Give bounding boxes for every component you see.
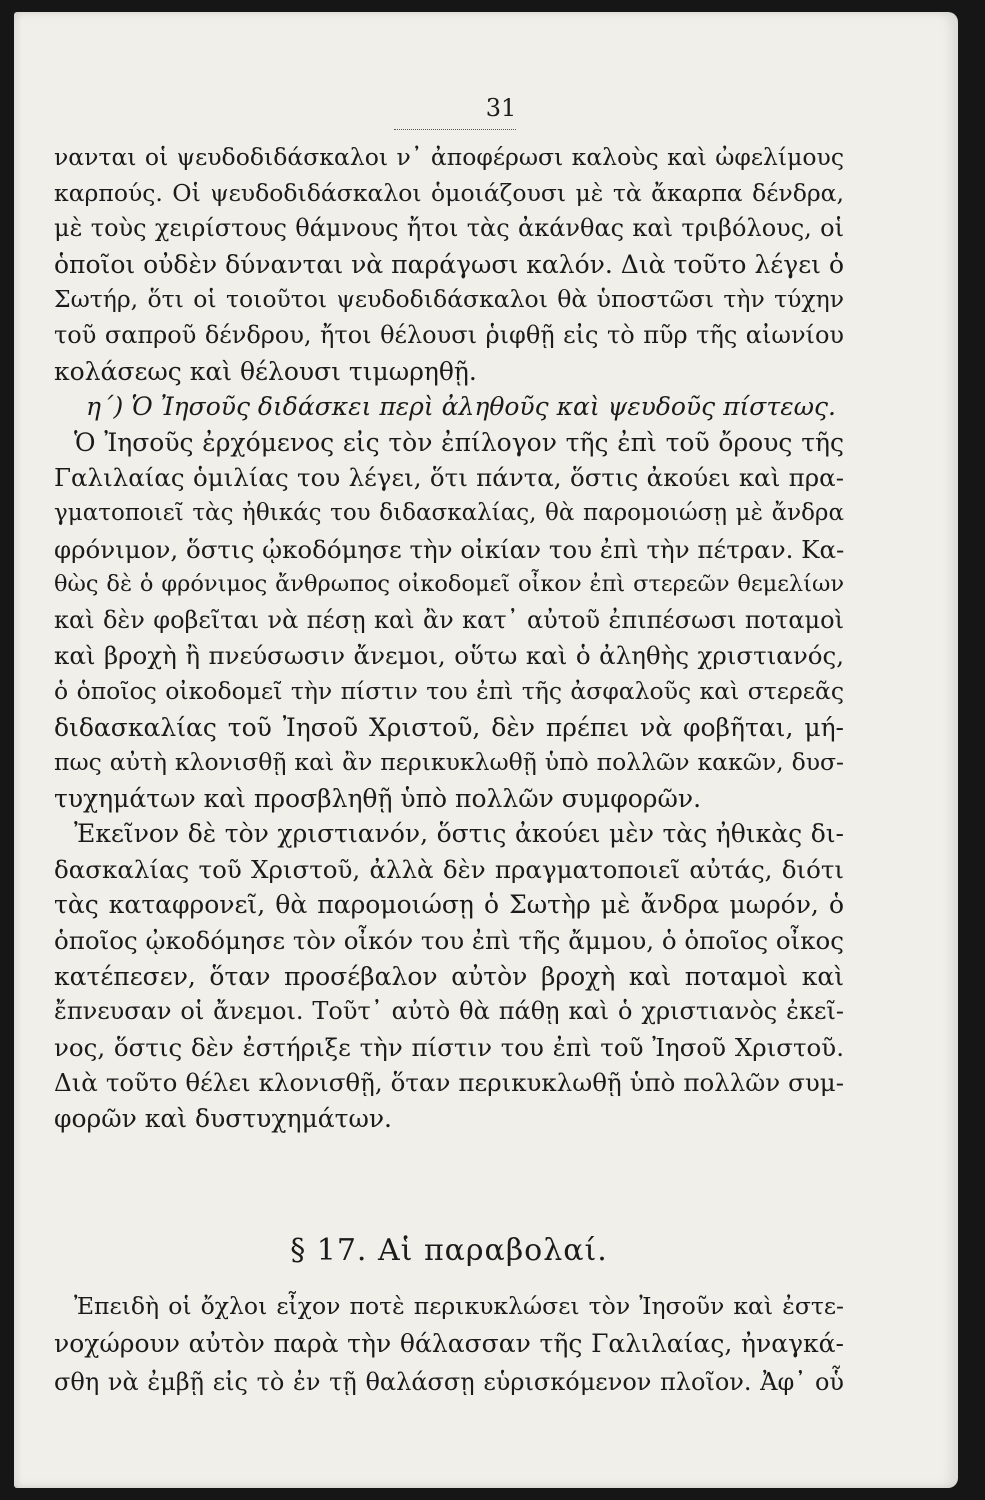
main-text (54, 140, 844, 1137)
text-line: Σωτήρ, ὅτι οἱ τοιοῦτοι ψευδοδιδάσκαλοι θὰ ὑποστῶσι τὴν τύχην (54, 285, 844, 314)
text-line: καρπούς. Οἱ ψευδοδιδάσκαλοι ὁμοιάζουσι μὲ τὰ ἄκαρπα δένδρα, (54, 178, 844, 207)
text-line: Διὰ τοῦτο θέλει κλονισθῇ, ὅταν περικυκλωθῇ ὑπὸ πολλῶν συμ- (54, 1068, 844, 1098)
section-title: § 17. Αἱ παραβολαί. (290, 1233, 608, 1268)
text-line: νοχώρουν αὐτὸν παρὰ τὴν θάλασσαν τῆς Γαλιλαίας, ἠναγκά- (54, 1329, 844, 1358)
subheading: η΄) Ὁ Ἰησοῦς διδάσκει περὶ ἀληθοῦς καὶ ψευδοῦς πίστεως. (86, 392, 836, 422)
page-number-rule (394, 129, 516, 130)
text-line: Ἐπειδὴ οἱ ὄχλοι εἶχον ποτὲ περικυκλώσει τὸν Ἰησοῦν καὶ ἐστε- (74, 1292, 844, 1320)
text-line: καὶ βροχὴ ἢ πνεύσωσιν ἄνεμοι, οὕτω καὶ ὁ ἀληθὴς χριστιανός, (54, 641, 844, 671)
text-line: τυχημάτων καὶ προσβληθῇ ὑπὸ πολλῶν συμφορῶν. (54, 783, 702, 813)
page-number: 31 (485, 94, 517, 122)
text-line: δασκαλίας τοῦ Χριστοῦ, ἀλλὰ δὲν πραγματοποιεῖ αὐτάς, διότι (54, 854, 844, 884)
text-line: διδασκαλίας τοῦ Ἰησοῦ Χριστοῦ, δὲν πρέπει νὰ φοβῆται, μή- (54, 712, 844, 742)
text-line: τοῦ σαπροῦ δένδρου, ἤτοι θέλουσι ῥιφθῇ εἰς τὸ πῦρ τῆς αἰωνίου (54, 320, 844, 349)
section-text (54, 1287, 844, 1401)
text-line: νος, ὅστις δὲν ἐστήριξε τὴν πίστιν του ἐπὶ τοῦ Ἰησοῦ Χριστοῦ. (54, 1032, 844, 1062)
text-line: μὲ τοὺς χειρίστους θάμνους ἤτοι τὰς ἀκάνθας καὶ τριβόλους, οἱ (54, 214, 844, 243)
text-line: φρόνιμον, ὅστις ᾠκοδόμησε τὴν οἰκίαν του ἐπὶ τὴν πέτραν. Κα- (54, 534, 845, 564)
text-line: Γαλιλαίας ὁμιλίας του λέγει, ὅτι πάντα, ὅστις ἀκούει καὶ πρα- (54, 463, 844, 493)
text-line: θὼς δὲ ὁ φρόνιμος ἄνθρωπος οἰκοδομεῖ οἶκον ἐπὶ στερεῶν θεμελίων (54, 571, 844, 598)
text-line: Ὁ Ἰησοῦς ἐρχόμενος εἰς τὸν ἐπίλογον τῆς ἐπὶ τοῦ ὄρους τῆς (74, 427, 844, 457)
text-line: πως αὐτὴ κλονισθῇ καὶ ἂν περικυκλωθῇ ὑπὸ πολλῶν κακῶν, δυσ- (54, 748, 844, 777)
text-line: καὶ δὲν φοβεῖται νὰ πέσῃ καὶ ἂν κατ᾽ αὐτοῦ ἐπιπέσωσι ποταμοὶ (54, 605, 844, 634)
text-line: σθη νὰ ἐμβῇ εἰς τὸ ἐν τῇ θαλάσσῃ εὑρισκόμενον πλοῖον. Ἀφ᾽ οὗ (54, 1368, 844, 1396)
text-line: ὁ ὁποῖος οἰκοδομεῖ τὴν πίστιν του ἐπὶ τῆς ἀσφαλοῦς καὶ στερεᾶς (54, 676, 844, 705)
text-line: νανται οἱ ψευδοδιδάσκαλοι ν᾽ ἀποφέρωσι καλοὺς καὶ ὠφελίμους (54, 143, 844, 171)
text-line: ὁποῖος ᾠκοδόμησε τὸν οἶκόν του ἐπὶ τῆς ἄμμου, ὁ ὁποῖος οἶκος (54, 926, 845, 956)
text-line: τὰς καταφρονεῖ, θὰ παρομοιώσῃ ὁ Σωτὴρ μὲ ἄνδρα μωρόν, ὁ (54, 890, 844, 920)
text-line: ἔπνευσαν οἱ ἄνεμοι. Τοῦτ᾽ αὐτὸ θὰ πάθῃ καὶ ὁ χριστιανὸς ἐκεῖ- (54, 997, 844, 1026)
text-line: κολάσεως καὶ θέλουσι τιμωρηθῇ. (54, 356, 477, 386)
text-line: Ἐκεῖνον δὲ τὸν χριστιανόν, ὅστις ἀκούει μὲν τὰς ἠθικὰς δι- (74, 819, 844, 849)
text-line: γματοποιεῖ τὰς ἠθικάς του διδασκαλίας, θὰ παρομοιώσῃ μὲ ἄνδρα (54, 499, 844, 526)
text-line: φορῶν καὶ δυστυχημάτων. (54, 1104, 393, 1134)
text-line: ὁποῖοι οὐδὲν δύνανται νὰ παράγωσι καλόν. Διὰ τοῦτο λέγει ὁ (54, 249, 844, 279)
text-line: κατέπεσεν, ὅταν προσέβαλον αὐτὸν βροχὴ καὶ ποταμοὶ καὶ (54, 961, 844, 991)
